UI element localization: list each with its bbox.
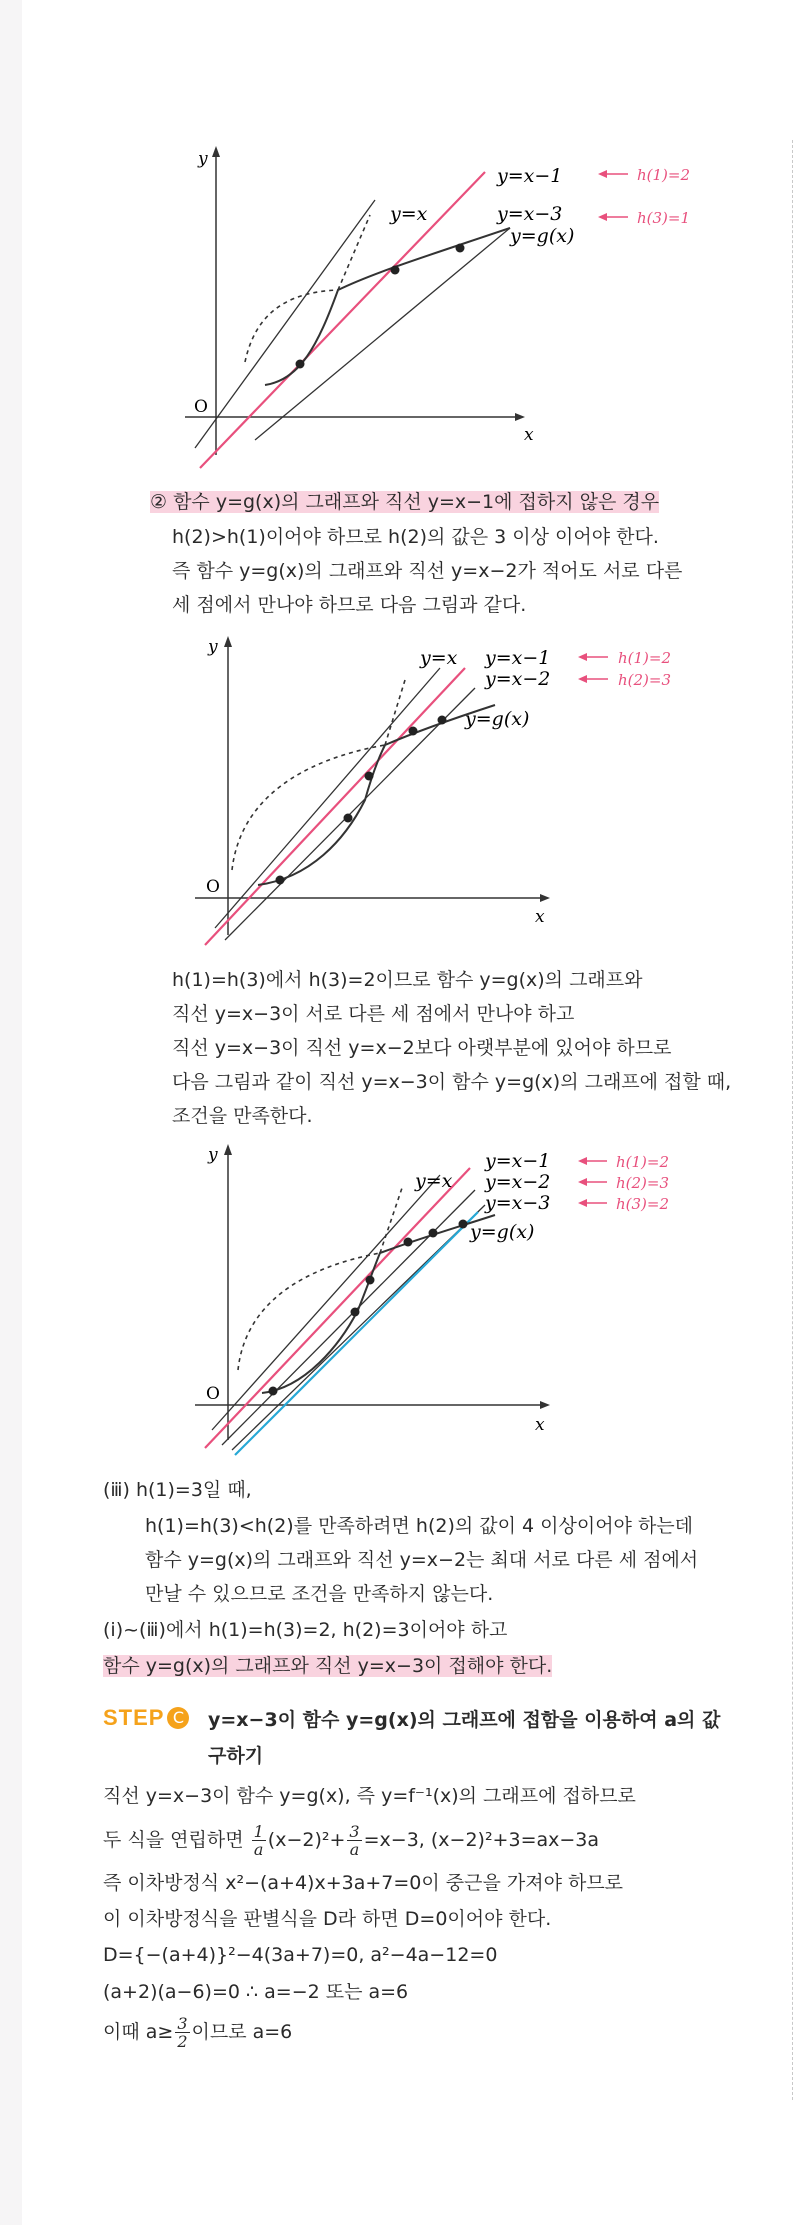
y-axis-label: y bbox=[208, 637, 218, 657]
case3-line: 만날 수 있으므로 조건을 만족하지 않는다. bbox=[145, 1583, 494, 1605]
case3-line: h(1)=h(3)<h(2)를 만족하려면 h(2)의 값이 4 이상이어야 하는데 bbox=[145, 1515, 694, 1537]
intersection-point bbox=[456, 244, 465, 253]
intersection-point bbox=[409, 727, 418, 736]
intersection-point bbox=[459, 1220, 468, 1229]
label-line-2: y=x−2 bbox=[485, 1171, 551, 1193]
arrow-head bbox=[578, 1157, 587, 1165]
label-line-1: y=x−1 bbox=[485, 647, 551, 669]
label-y-x: y=x bbox=[390, 203, 428, 225]
curve-g bbox=[258, 705, 495, 885]
x-axis-arrow bbox=[540, 894, 550, 902]
step-badge: C bbox=[167, 1707, 189, 1729]
case3-heading: (ⅲ) h(1)=3일 때, bbox=[103, 1479, 252, 1501]
origin-label: O bbox=[206, 1384, 220, 1404]
y-axis-label: y bbox=[208, 1145, 218, 1165]
note-h3: h(3)=1 bbox=[637, 209, 691, 227]
y-axis-label: y bbox=[198, 149, 208, 169]
step-title: 구하기 bbox=[208, 1745, 264, 1767]
note-h1: h(1)=2 bbox=[637, 166, 691, 184]
case3-line: 함수 y=g(x)의 그래프와 직선 y=x−2는 최대 서로 다른 세 점에서 bbox=[145, 1549, 699, 1571]
x-axis-arrow bbox=[515, 413, 525, 421]
case2-line: 즉 함수 y=g(x)의 그래프와 직선 y=x−2가 적어도 서로 다른 bbox=[172, 560, 683, 582]
label-y-x: y=x bbox=[420, 647, 458, 669]
fraction: $\frac{3}{2}$ bbox=[177, 2014, 188, 2051]
label-curve: y=g(x) bbox=[510, 225, 575, 247]
middle-line: 직선 y=x−3이 서로 다른 세 점에서 만나야 하고 bbox=[172, 1003, 575, 1025]
line-y-x bbox=[215, 668, 440, 928]
line-y-x-3 bbox=[255, 228, 510, 440]
line-y-x bbox=[212, 1175, 440, 1430]
solution-line: 직선 y=x−3이 함수 y=g(x), 즉 y=f⁻¹(x)의 그래프에 접하므로 bbox=[103, 1785, 636, 1807]
arrow-head bbox=[578, 1199, 587, 1207]
intersection-point bbox=[269, 1387, 278, 1396]
fraction: $\frac{3}{a}$ bbox=[349, 1822, 360, 1859]
middle-line: 직선 y=x−3이 직선 y=x−2보다 아랫부분에 있어야 하므로 bbox=[172, 1037, 672, 1059]
graph-1 bbox=[150, 135, 710, 475]
case2-line: h(2)>h(1)이어야 하므로 h(2)의 값은 3 이상 이어야 한다. bbox=[172, 526, 659, 548]
label-line-low: y=x−3 bbox=[497, 203, 563, 225]
arrow-head bbox=[578, 653, 587, 661]
fraction: $\frac{1}{a}$ bbox=[253, 1822, 264, 1859]
intersection-point bbox=[366, 1276, 375, 1285]
intersection-point bbox=[438, 716, 447, 725]
intersection-point bbox=[344, 814, 353, 823]
right-margin-rule bbox=[792, 140, 793, 2100]
middle-line: 조건을 만족한다. bbox=[172, 1105, 313, 1127]
line-y-x-2 bbox=[222, 1190, 475, 1445]
intersection-point bbox=[351, 1308, 360, 1317]
line-y-x-1 bbox=[200, 172, 485, 468]
case2-line: 세 점에서 만나야 하므로 다음 그림과 같다. bbox=[172, 594, 527, 616]
note-h1: h(1)=2 bbox=[616, 1153, 670, 1171]
intersection-point bbox=[391, 266, 400, 275]
summary-highlight: 함수 y=g(x)의 그래프와 직선 y=x−3이 접해야 한다. bbox=[103, 1655, 553, 1677]
line-y-x bbox=[195, 200, 375, 448]
label-curve: y=g(x) bbox=[470, 1221, 535, 1243]
middle-line: 다음 그림과 같이 직선 y=x−3이 함수 y=g(x)의 그래프에 접할 때, bbox=[172, 1071, 732, 1093]
solution-line: (a+2)(a−6)=0 ∴ a=−2 또는 a=6 bbox=[103, 1981, 409, 2003]
curve-g bbox=[262, 1215, 495, 1393]
origin-label: O bbox=[206, 877, 220, 897]
graph-2 bbox=[150, 625, 710, 950]
y-axis-arrow bbox=[224, 636, 232, 647]
origin-label: O bbox=[194, 397, 208, 417]
graph-3 bbox=[150, 1132, 710, 1464]
intersection-point bbox=[276, 876, 285, 885]
case2-heading: ② 함수 y=g(x)의 그래프와 직선 y=x−1에 접하지 않은 경우 bbox=[150, 491, 660, 513]
arrow-head bbox=[598, 170, 607, 178]
x-axis-label: x bbox=[535, 907, 545, 927]
line-y-x-1 bbox=[205, 1168, 470, 1448]
middle-line: h(1)=h(3)에서 h(3)=2이므로 함수 y=g(x)의 그래프와 bbox=[172, 969, 643, 991]
x-axis-label: x bbox=[535, 1415, 545, 1435]
solution-line: 즉 이차방정식 x²−(a+4)x+3a+7=0이 중근을 가져야 하므로 bbox=[103, 1872, 624, 1894]
note-h2: h(2)=3 bbox=[616, 1174, 670, 1192]
label-line-3: y=x−3 bbox=[485, 1192, 551, 1214]
solution-line: 이 이차방정식을 판별식을 D라 하면 D=0이어야 한다. bbox=[103, 1908, 552, 1930]
x-axis-label: x bbox=[524, 425, 534, 445]
step-label: STEP bbox=[103, 1705, 165, 1730]
label-y-x: y=x bbox=[415, 1170, 453, 1192]
step-title: y=x−3이 함수 y=g(x)의 그래프에 접함을 이용하여 a의 값 bbox=[208, 1709, 721, 1731]
note-h3: h(3)=2 bbox=[616, 1195, 670, 1213]
intersection-point bbox=[429, 1229, 438, 1238]
note-h1: h(1)=2 bbox=[618, 649, 672, 667]
intersection-point bbox=[404, 1238, 413, 1247]
label-line-top: y=x−1 bbox=[497, 165, 563, 187]
label-line-1: y=x−1 bbox=[485, 1150, 551, 1172]
solution-line-fractions: 두 식을 연립하면 $\frac{1}{a}$ (x−2)²+ $\frac{3}{a}$ =x−3, (x−2)²+3=ax−3a bbox=[103, 1822, 600, 1859]
note-h2: h(2)=3 bbox=[618, 671, 672, 689]
arrow-head bbox=[578, 1178, 587, 1186]
summary-line: (ⅰ)~(ⅲ)에서 h(1)=h(3)=2, h(2)=3이어야 하고 bbox=[103, 1619, 508, 1641]
line-y-x-1 bbox=[205, 668, 465, 945]
y-axis-arrow bbox=[212, 146, 220, 157]
solution-line: D={−(a+4)}²−4(3a+7)=0, a²−4a−12=0 bbox=[103, 1944, 498, 1966]
x-axis-arrow bbox=[540, 1401, 550, 1409]
intersection-point bbox=[296, 360, 305, 369]
label-curve: y=g(x) bbox=[465, 708, 530, 730]
tangent-line-blue bbox=[235, 1212, 478, 1455]
solution-line-final: 이때 a≥ $\frac{3}{2}$ 이므로 a=6 bbox=[103, 2014, 293, 2051]
y-axis-arrow bbox=[224, 1144, 232, 1155]
label-line-2: y=x−2 bbox=[485, 668, 551, 690]
arrow-head bbox=[598, 213, 607, 221]
intersection-point bbox=[365, 772, 374, 781]
step-header bbox=[103, 1706, 189, 1731]
arrow-head bbox=[578, 675, 587, 683]
